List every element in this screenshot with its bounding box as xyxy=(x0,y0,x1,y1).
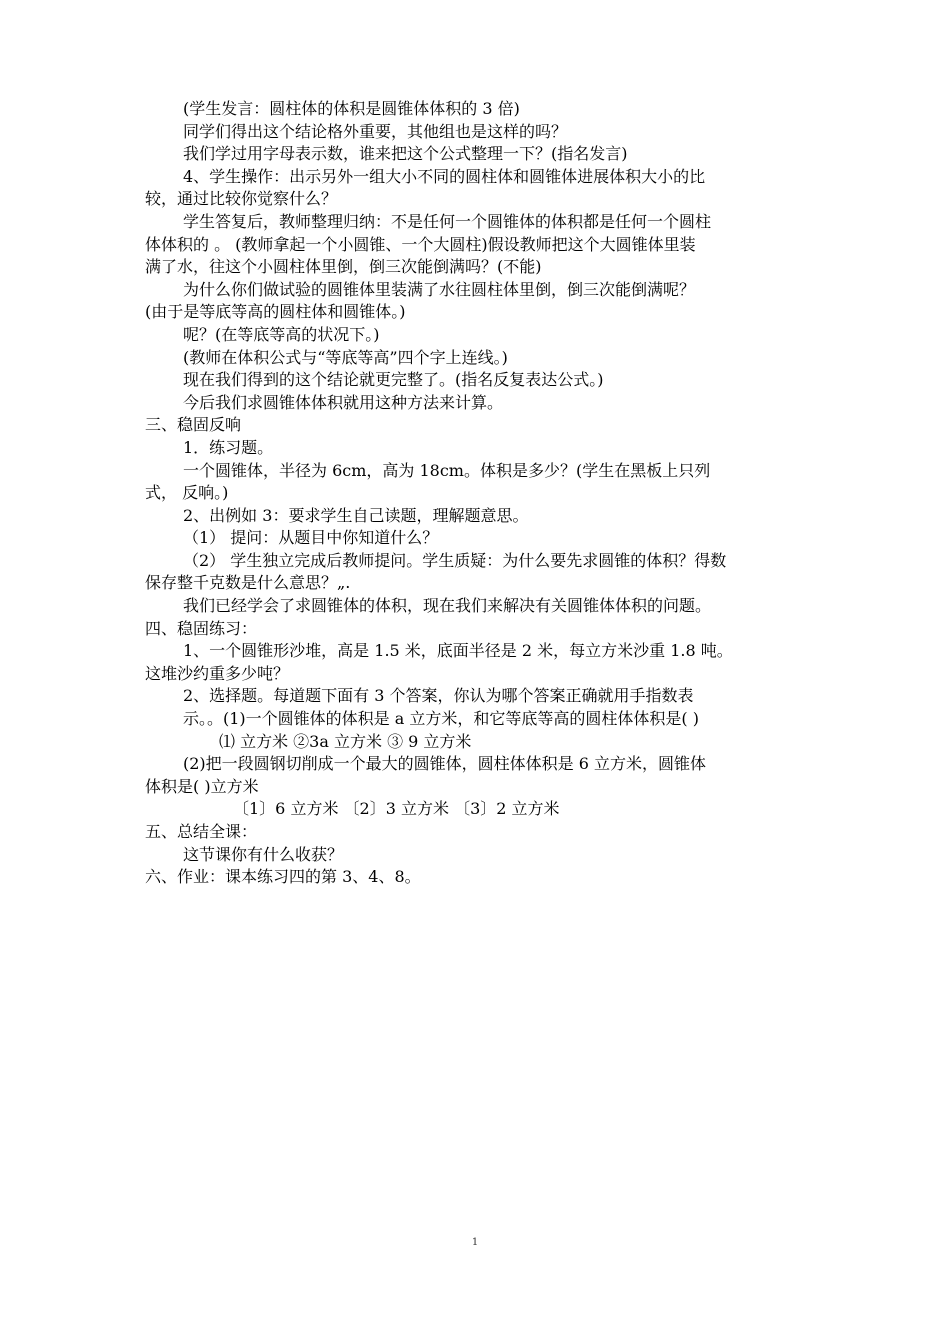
text-line: 2、选择题。每道题下面有 3 个答案，你认为哪个答案正确就用手指数表 xyxy=(183,686,694,706)
text-line: (教师在体积公式与“等底等高”四个字上连线。) xyxy=(183,347,508,367)
text-line: （2） 学生独立完成后教师提问。学生质疑：为什么要先求圆锥的体积？得数 xyxy=(183,550,727,570)
section-heading: 三、稳固反响 xyxy=(145,415,242,435)
text-line: 现在我们得到的这个结论就更完整了。(指名反复表达公式。) xyxy=(183,370,604,390)
text-line: 体体积的 。 (教师拿起一个小圆锥、一个大圆柱)假设教师把这个大圆锥体里装 xyxy=(145,234,696,254)
answer-options: 〔1〕6 立方米 〔2〕3 立方米 〔3〕2 立方米 xyxy=(233,799,560,819)
text-line: (2)把一段圆钢切削成一个最大的圆锥体，圆柱体体积是 6 立方米，圆锥体 xyxy=(183,754,707,774)
page-number: 1 xyxy=(471,1237,479,1248)
section-heading: 六、作业：课本练习四的第 3、4、8。 xyxy=(145,867,421,887)
answer-options: ⑴ 立方米 ②3a 立方米 ③ 9 立方米 xyxy=(219,731,472,751)
text-line: (由于是等底等高的圆柱体和圆锥体。) xyxy=(145,302,406,322)
text-line: 学生答复后，教师整理归纳：不是任何一个圆锥体的体积都是任何一个圆柱 xyxy=(183,211,712,231)
text-line: 今后我们求圆锥体体积就用这种方法来计算。 xyxy=(183,392,504,412)
text-line: 示。。(1)一个圆锥体的体积是 a 立方米，和它等底等高的圆柱体体积是( ) xyxy=(183,709,699,729)
text-line: 这节课你有什么收获？ xyxy=(183,844,344,864)
text-line: 4、学生操作：出示另外一组大小不同的圆柱体和圆锥体进展体积大小的比 xyxy=(183,166,706,186)
text-line: 满了水，往这个小圆柱体里倒，倒三次能倒满吗？(不能) xyxy=(145,257,542,277)
text-line: （1） 提问：从题目中你知道什么？ xyxy=(183,528,439,548)
text-line: 1．练习题。 xyxy=(183,437,274,457)
text-line: 一个圆锥体，半径为 6cm，高为 18cm。体积是多少？(学生在黑板上只列 xyxy=(183,460,711,480)
text-line: 这堆沙约重多少吨？ xyxy=(145,663,290,683)
text-line: 体积是( )立方米 xyxy=(145,776,259,796)
text-line: 我们学过用字母表示数，谁来把这个公式整理一下？(指名发言) xyxy=(183,144,628,164)
text-line: 为什么你们做试验的圆锥体里装满了水往圆柱体里倒，倒三次能倒满呢？ xyxy=(183,279,696,299)
section-heading: 四、稳固练习： xyxy=(145,618,258,638)
text-line: 较，通过比较你觉察什么？ xyxy=(145,189,338,209)
text-line: 同学们得出这个结论格外重要，其他组也是这样的吗？ xyxy=(183,121,568,141)
text-line: 保存整千克数是什么意思？„. xyxy=(145,573,351,593)
text-line: 我们已经学会了求圆锥体的体积，现在我们来解决有关圆锥体体积的问题。 xyxy=(183,596,712,616)
text-line: 呢？(在等底等高的状况下。) xyxy=(183,324,380,344)
text-line: (学生发言：圆柱体的体积是圆锥体体积的 3 倍) xyxy=(183,99,520,118)
document-body xyxy=(145,98,815,889)
text-line: 式， 反响。) xyxy=(145,483,229,503)
text-line: 2、出例如 3：要求学生自己读题，理解题意思。 xyxy=(183,505,529,525)
text-line: 1、一个圆锥形沙堆，高是 1.5 米，底面半径是 2 米，每立方米沙重 1.8 吨。 xyxy=(183,641,733,661)
section-heading: 五、总结全课： xyxy=(145,822,258,841)
